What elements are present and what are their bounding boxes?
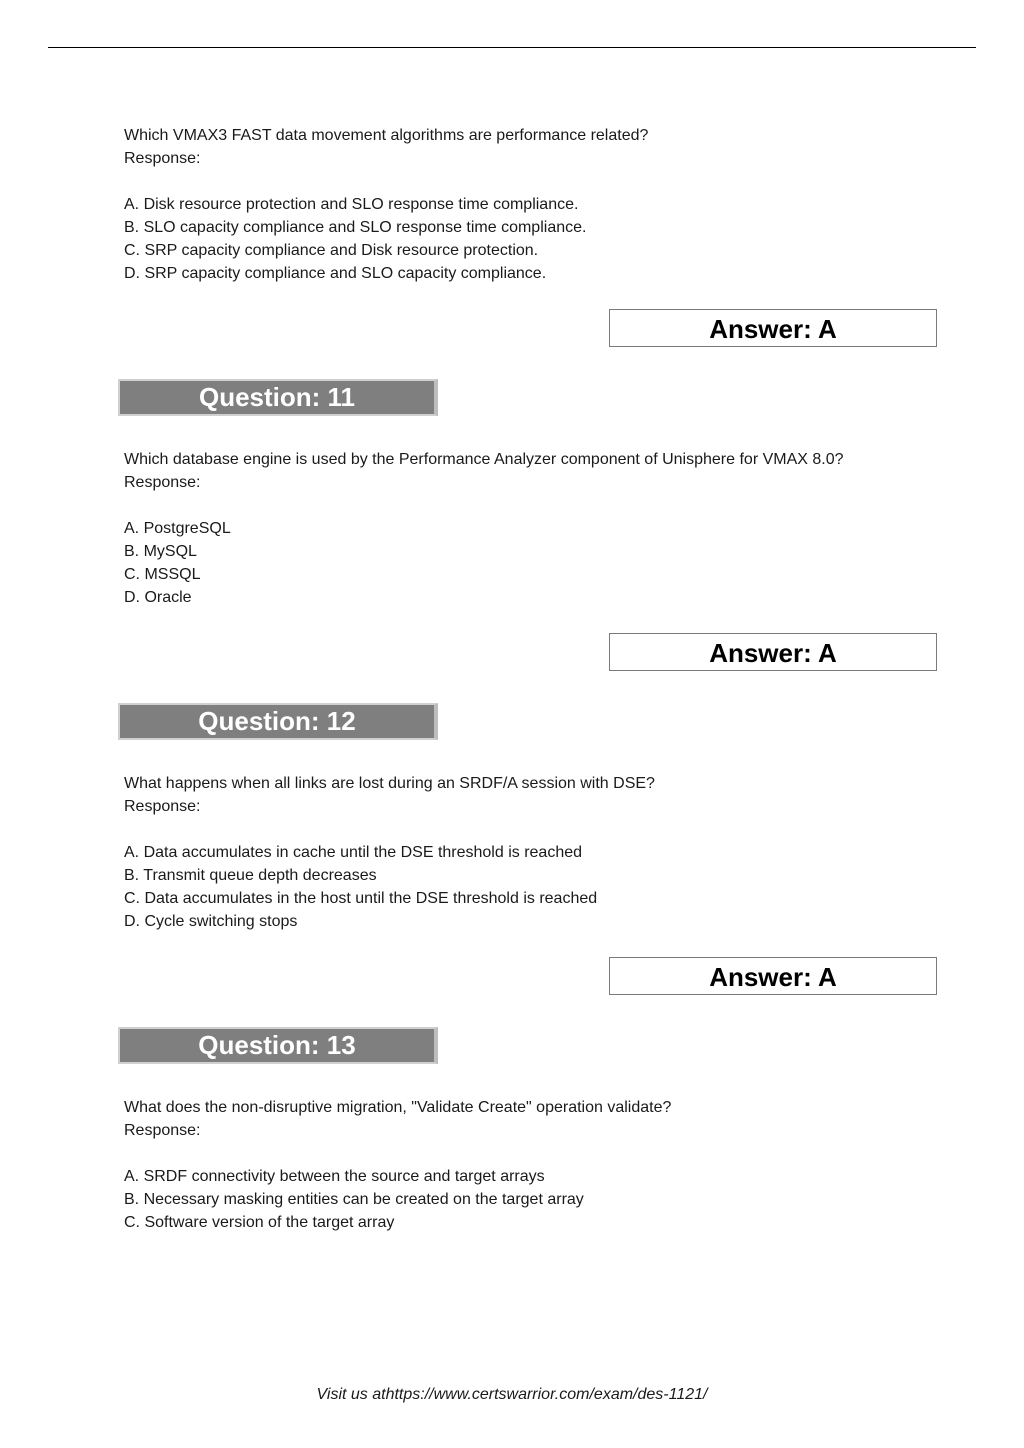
answer-text: Answer: A [709, 638, 837, 668]
question-text: Which VMAX3 FAST data movement algorithms are performance related? [124, 127, 649, 144]
option-c: C. Software version of the target array [124, 1214, 395, 1231]
response-label: Response: [124, 1122, 201, 1139]
answer-text: Answer: A [709, 962, 837, 992]
option-a: A. SRDF connectivity between the source and target arrays [124, 1168, 545, 1185]
question-11-block [124, 448, 944, 609]
option-a: A. Disk resource protection and SLO response time compliance. [124, 196, 579, 213]
option-b: B. Necessary masking entities can be created on the target array [124, 1191, 584, 1208]
footer-link-text: Visit us athttps://www.certswarrior.com/exam/des-1121/ [316, 1386, 708, 1403]
question-text: What does the non-disruptive migration, "Validate Create" operation validate? [124, 1099, 672, 1116]
option-d: D. SRP capacity compliance and SLO capacity compliance. [124, 265, 547, 282]
option-b: B. Transmit queue depth decreases [124, 867, 377, 884]
answer-text: Answer: A [709, 314, 837, 344]
response-label: Response: [124, 798, 201, 815]
question-header-12: Question: 12 [118, 703, 438, 740]
option-b: B. MySQL [124, 543, 197, 560]
answer-box-11 [609, 633, 937, 671]
response-label: Response: [124, 474, 201, 491]
option-b: B. SLO capacity compliance and SLO response time compliance. [124, 219, 587, 236]
option-c: C. MSSQL [124, 566, 201, 583]
question-text: What happens when all links are lost during an SRDF/A session with DSE? [124, 775, 655, 792]
option-c: C. Data accumulates in the host until the DSE threshold is reached [124, 890, 598, 907]
option-a: A. PostgreSQL [124, 520, 231, 537]
option-a: A. Data accumulates in cache until the DSE threshold is reached [124, 844, 583, 861]
question-10-block [124, 124, 944, 285]
option-c: C. SRP capacity compliance and Disk resource protection. [124, 242, 539, 259]
header-rule [48, 47, 976, 48]
option-d: D. Cycle switching stops [124, 913, 298, 930]
question-header-13: Question: 13 [118, 1027, 438, 1064]
answer-box-10 [609, 309, 937, 347]
answer-box-12 [609, 957, 937, 995]
response-label: Response: [124, 150, 201, 167]
question-13-block [124, 1096, 944, 1234]
option-d: D. Oracle [124, 589, 192, 606]
question-text: Which database engine is used by the Performance Analyzer component of Unisphere for VMAX 8.0? [124, 451, 844, 468]
question-12-block [124, 772, 944, 933]
question-header-11: Question: 11 [118, 379, 438, 416]
